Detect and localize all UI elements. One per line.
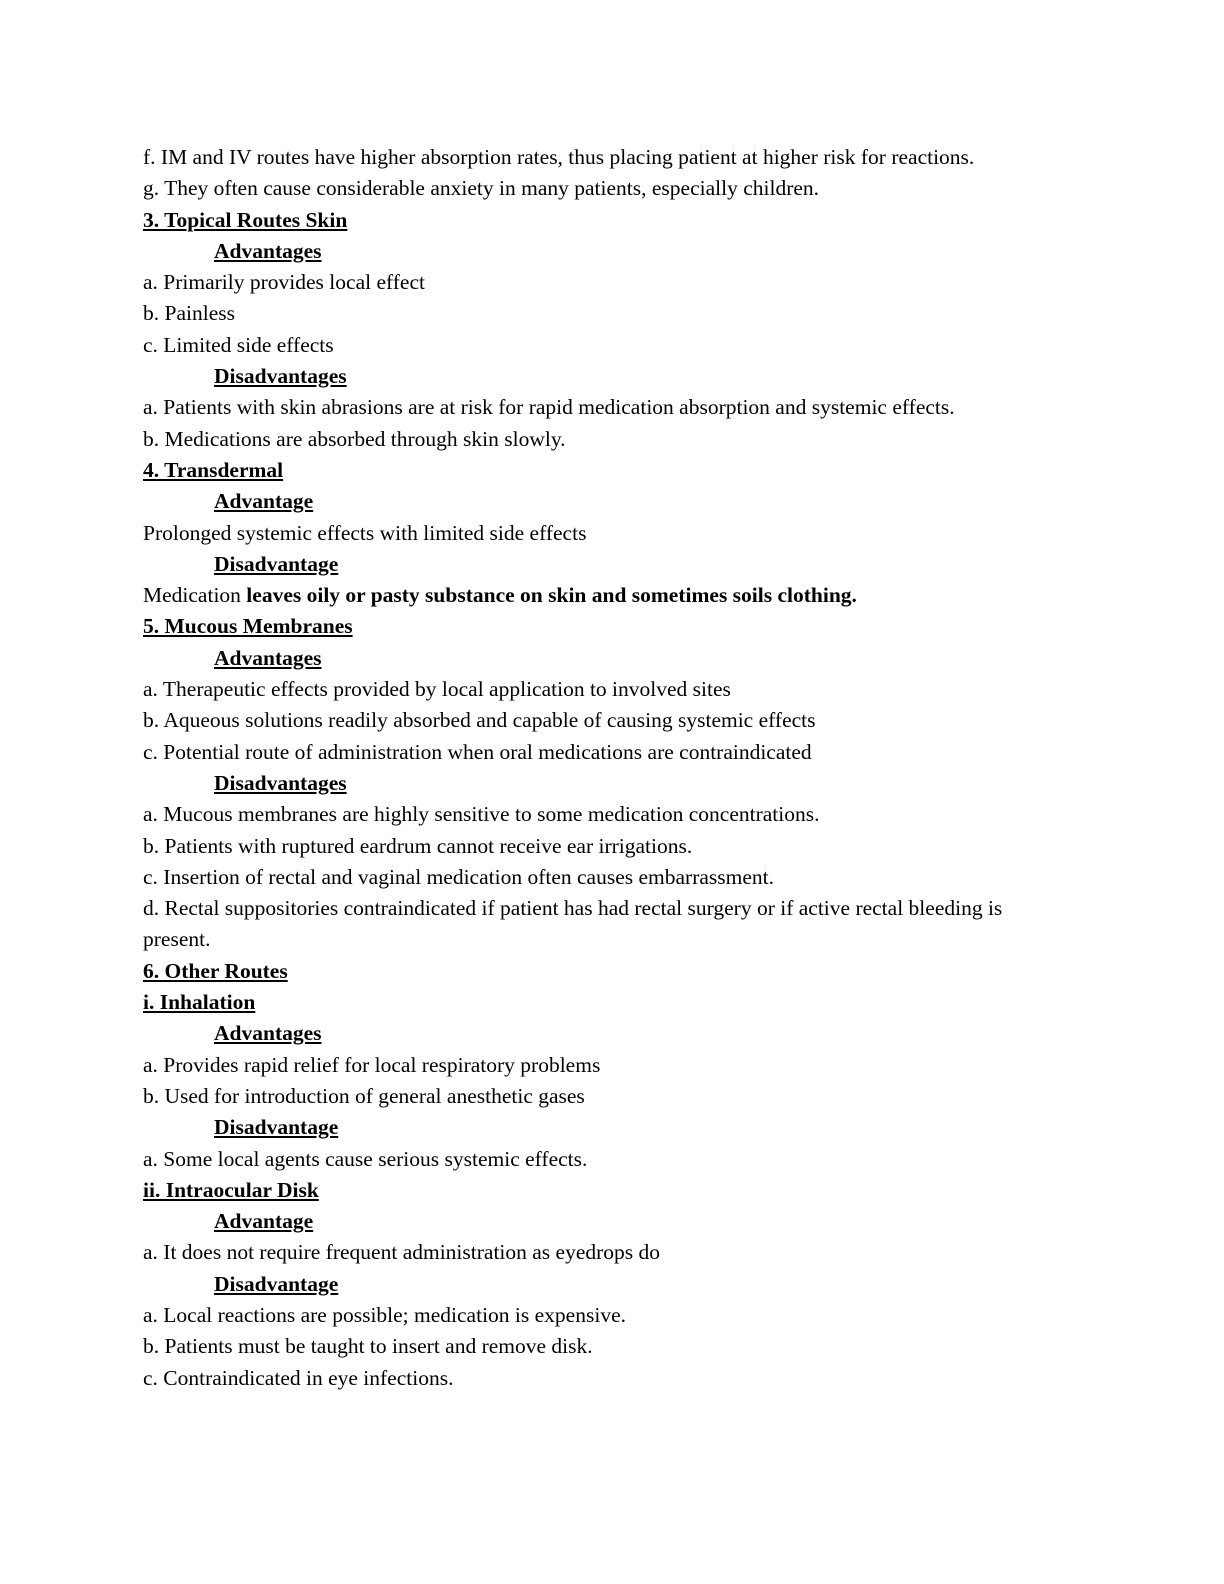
body-text-line: b. Aqueous solutions readily absorbed and capable of causing systemic effects xyxy=(143,708,816,733)
subsection-heading: Advantages xyxy=(214,238,322,263)
subsection-heading: Disadvantages xyxy=(214,364,347,389)
body-text-line: a. Mucous membranes are highly sensitive to some medication concentrations. xyxy=(143,802,820,827)
subsection-heading: Disadvantage xyxy=(214,551,339,576)
body-text-line: a. It does not require frequent administration as eyedrops do xyxy=(143,1240,661,1265)
body-text-line: a. Provides rapid relief for local respiratory problems xyxy=(143,1052,601,1077)
body-text-line: c. Limited side effects xyxy=(143,332,334,357)
document-body xyxy=(143,142,1103,1394)
subsection-heading: Advantages xyxy=(214,1021,322,1046)
body-text-line: c. Potential route of administration when oral medications are contraindicated xyxy=(143,739,812,764)
section-heading: 5. Mucous Membranes xyxy=(143,614,353,639)
subsection-heading: Advantages xyxy=(214,645,322,670)
body-text-line: b. Patients with ruptured eardrum cannot receive ear irrigations. xyxy=(143,833,693,858)
subsection-heading: Disadvantages xyxy=(214,770,347,795)
body-text-line: a. Local reactions are possible; medication is expensive. xyxy=(143,1302,626,1327)
section-heading: i. Inhalation xyxy=(143,990,256,1015)
body-text-line: d. Rectal suppositories contraindicated if patient has had rectal surgery or if active rectal bleeding is present. xyxy=(143,896,1003,952)
body-text-line: f. IM and IV routes have higher absorption rates, thus placing patient at higher risk for reactions. xyxy=(143,145,975,169)
section-heading: 6. Other Routes xyxy=(143,958,288,983)
subsection-heading: Advantage xyxy=(214,1209,314,1234)
body-text-line: c. Insertion of rectal and vaginal medication often causes embarrassment. xyxy=(143,864,775,889)
body-text-line: a. Therapeutic effects provided by local application to involved sites xyxy=(143,677,731,702)
line-bold-text: leaves oily or pasty substance on skin and sometimes soils clothing. xyxy=(246,583,857,608)
body-text-line: g. They often cause considerable anxiety in many patients, especially children. xyxy=(143,176,820,201)
body-text-line: Prolonged systemic effects with limited side effects xyxy=(143,520,587,545)
subsection-heading: Disadvantage xyxy=(214,1115,339,1140)
body-text-line: b. Medications are absorbed through skin slowly. xyxy=(143,426,566,451)
body-text-line xyxy=(143,580,1103,611)
body-text-line: b. Painless xyxy=(143,301,235,326)
section-heading: 3. Topical Routes Skin xyxy=(143,207,348,232)
body-text-line: a. Some local agents cause serious systemic effects. xyxy=(143,1146,588,1171)
subsection-heading: Advantage xyxy=(214,489,314,514)
section-heading: ii. Intraocular Disk xyxy=(143,1177,319,1202)
line-text: Medication xyxy=(143,583,247,608)
body-text-line: a. Patients with skin abrasions are at risk for rapid medication absorption and systemic effects. xyxy=(143,395,955,420)
subsection-heading: Disadvantage xyxy=(214,1271,339,1296)
body-text-line: b. Used for introduction of general anesthetic gases xyxy=(143,1083,585,1108)
body-text-line: b. Patients must be taught to insert and remove disk. xyxy=(143,1334,593,1359)
body-text-line: a. Primarily provides local effect xyxy=(143,270,425,295)
body-text-line: c. Contraindicated in eye infections. xyxy=(143,1365,454,1390)
section-heading: 4. Transdermal xyxy=(143,457,284,482)
